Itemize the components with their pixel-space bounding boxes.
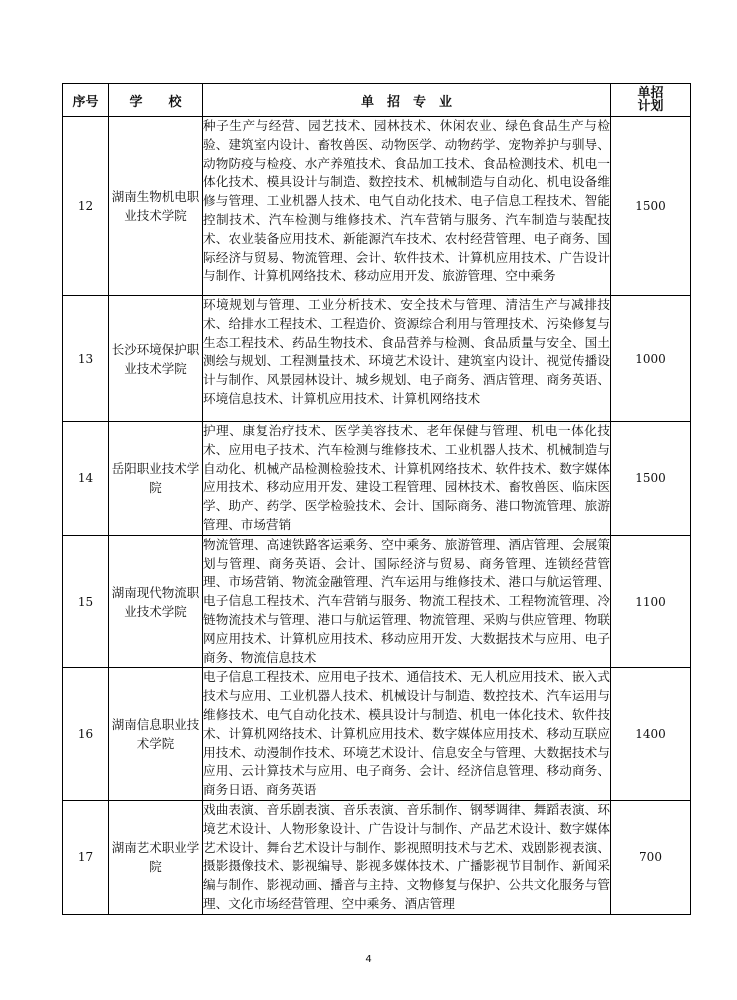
row-quota: 1000 xyxy=(611,296,691,422)
row-serial-number: 14 xyxy=(63,422,109,536)
table-row xyxy=(63,296,691,422)
row-quota: 1500 xyxy=(611,117,691,296)
row-major-list: 环境规划与管理、工业分析技术、安全技术与管理、清洁生产与减排技术、给排水工程技术、工程造价、资源综合利用与管理技术、污染修复与生态工程技术、药品生物技术、食品营养与检测、食品质量与安全、国土测绘与规划、工程测量技术、环境艺术设计、建筑室内设计、视觉传播设计与制作、风景园林设计、城乡规划、电子商务、酒店管理、商务英语、环境信息技术、计算机应用技术、计算机网络技术 xyxy=(203,296,611,422)
row-quota: 1500 xyxy=(611,422,691,536)
table-header-row xyxy=(63,84,691,117)
header-school: 学 校 xyxy=(109,84,203,117)
row-serial-number: 12 xyxy=(63,117,109,296)
row-major-list: 种子生产与经营、园艺技术、园林技术、休闲农业、绿色食品生产与检验、建筑室内设计、畜牧兽医、动物医学、动物药学、宠物养护与驯导、动物防疫与检疫、水产养殖技术、食品加工技术、食品检测技术、机电一体化技术、模具设计与制造、数控技术、机械制造与自动化、机电设备维修与管理、工业机器人技术、电气自动化技术、电子信息工程技术、智能控制技术、汽车检测与维修技术、汽车营销与服务、汽车制造与装配技术、农业装备应用技术、新能源汽车技术、农村经营管理、电子商务、国际经济与贸易、物流管理、会计、软件技术、计算机应用技术、广告设计与制作、计算机网络技术、移动应用开发、旅游管理、空中乘务 xyxy=(203,117,611,296)
enrollment-plan-table xyxy=(62,83,691,915)
row-major-list: 戏曲表演、音乐剧表演、音乐表演、音乐制作、钢琴调律、舞蹈表演、环境艺术设计、人物形象设计、广告设计与制作、产品艺术设计、数字媒体艺术设计、舞台艺术设计与制作、影视照明技术与艺术、戏剧影视表演、摄影摄像技术、影视编导、影视多媒体技术、广播影视节目制作、新闻采编与制作、影视动画、播音与主持、文物修复与保护、公共文化服务与管理、文化市场经营管理、空中乘务、酒店管理 xyxy=(203,800,611,914)
table-row xyxy=(63,668,691,801)
row-quota: 1100 xyxy=(611,535,691,668)
row-school-name: 岳阳职业技术学院 xyxy=(109,422,203,536)
row-major-list: 护理、康复治疗技术、医学美容技术、老年保健与管理、机电一体化技术、应用电子技术、汽车检测与维修技术、工业机器人技术、机械制造与自动化、机械产品检测检验技术、计算机网络技术、软件技术、数字媒体应用技术、移动应用开发、建设工程管理、园林技术、畜牧兽医、临床医学、助产、药学、医学检验技术、会计、国际商务、港口物流管理、旅游管理、市场营销 xyxy=(203,422,611,536)
header-quota-line2: 计划 xyxy=(637,99,664,114)
page-number: 4 xyxy=(365,954,372,965)
table-row xyxy=(63,117,691,296)
row-school-name: 湖南现代物流职业技术学院 xyxy=(109,535,203,668)
row-school-name: 湖南信息职业技术学院 xyxy=(109,668,203,801)
row-school-name: 湖南生物机电职业技术学院 xyxy=(109,117,203,296)
row-school-name: 湖南艺术职业学院 xyxy=(109,800,203,914)
header-majors: 单 招 专 业 xyxy=(203,84,611,117)
header-serial-number: 序号 xyxy=(63,84,109,117)
table-row xyxy=(63,535,691,668)
row-serial-number: 15 xyxy=(63,535,109,668)
row-school-name: 长沙环境保护职业技术学院 xyxy=(109,296,203,422)
row-major-list: 电子信息工程技术、应用电子技术、通信技术、无人机应用技术、嵌入式技术与应用、工业机器人技术、机械设计与制造、数控技术、汽车运用与维修技术、电气自动化技术、模具设计与制造、机电一体化技术、软件技术、计算机网络技术、计算机应用技术、数字媒体应用技术、移动互联应用技术、动漫制作技术、环境艺术设计、信息安全与管理、大数据技术与应用、云计算技术与应用、电子商务、会计、经济信息管理、移动商务、商务日语、商务英语 xyxy=(203,668,611,801)
row-serial-number: 16 xyxy=(63,668,109,801)
row-major-list: 物流管理、高速铁路客运乘务、空中乘务、旅游管理、酒店管理、会展策划与管理、商务英语、会计、国际经济与贸易、商务管理、连锁经营管理、市场营销、物流金融管理、汽车运用与维修技术、港口与航运管理、电子信息工程技术、汽车营销与服务、物流工程技术、工程物流管理、冷链物流技术与管理、港口与航运管理、物流管理、采购与供应管理、物联网应用技术、计算机应用技术、移动应用开发、大数据技术与应用、电子商务、物流信息技术 xyxy=(203,535,611,668)
row-serial-number: 13 xyxy=(63,296,109,422)
row-serial-number: 17 xyxy=(63,800,109,914)
row-quota: 700 xyxy=(611,800,691,914)
header-quota-line1: 单招 xyxy=(637,86,664,101)
table-row xyxy=(63,800,691,914)
header-quota xyxy=(611,84,691,117)
row-quota: 1400 xyxy=(611,668,691,801)
table-row xyxy=(63,422,691,536)
